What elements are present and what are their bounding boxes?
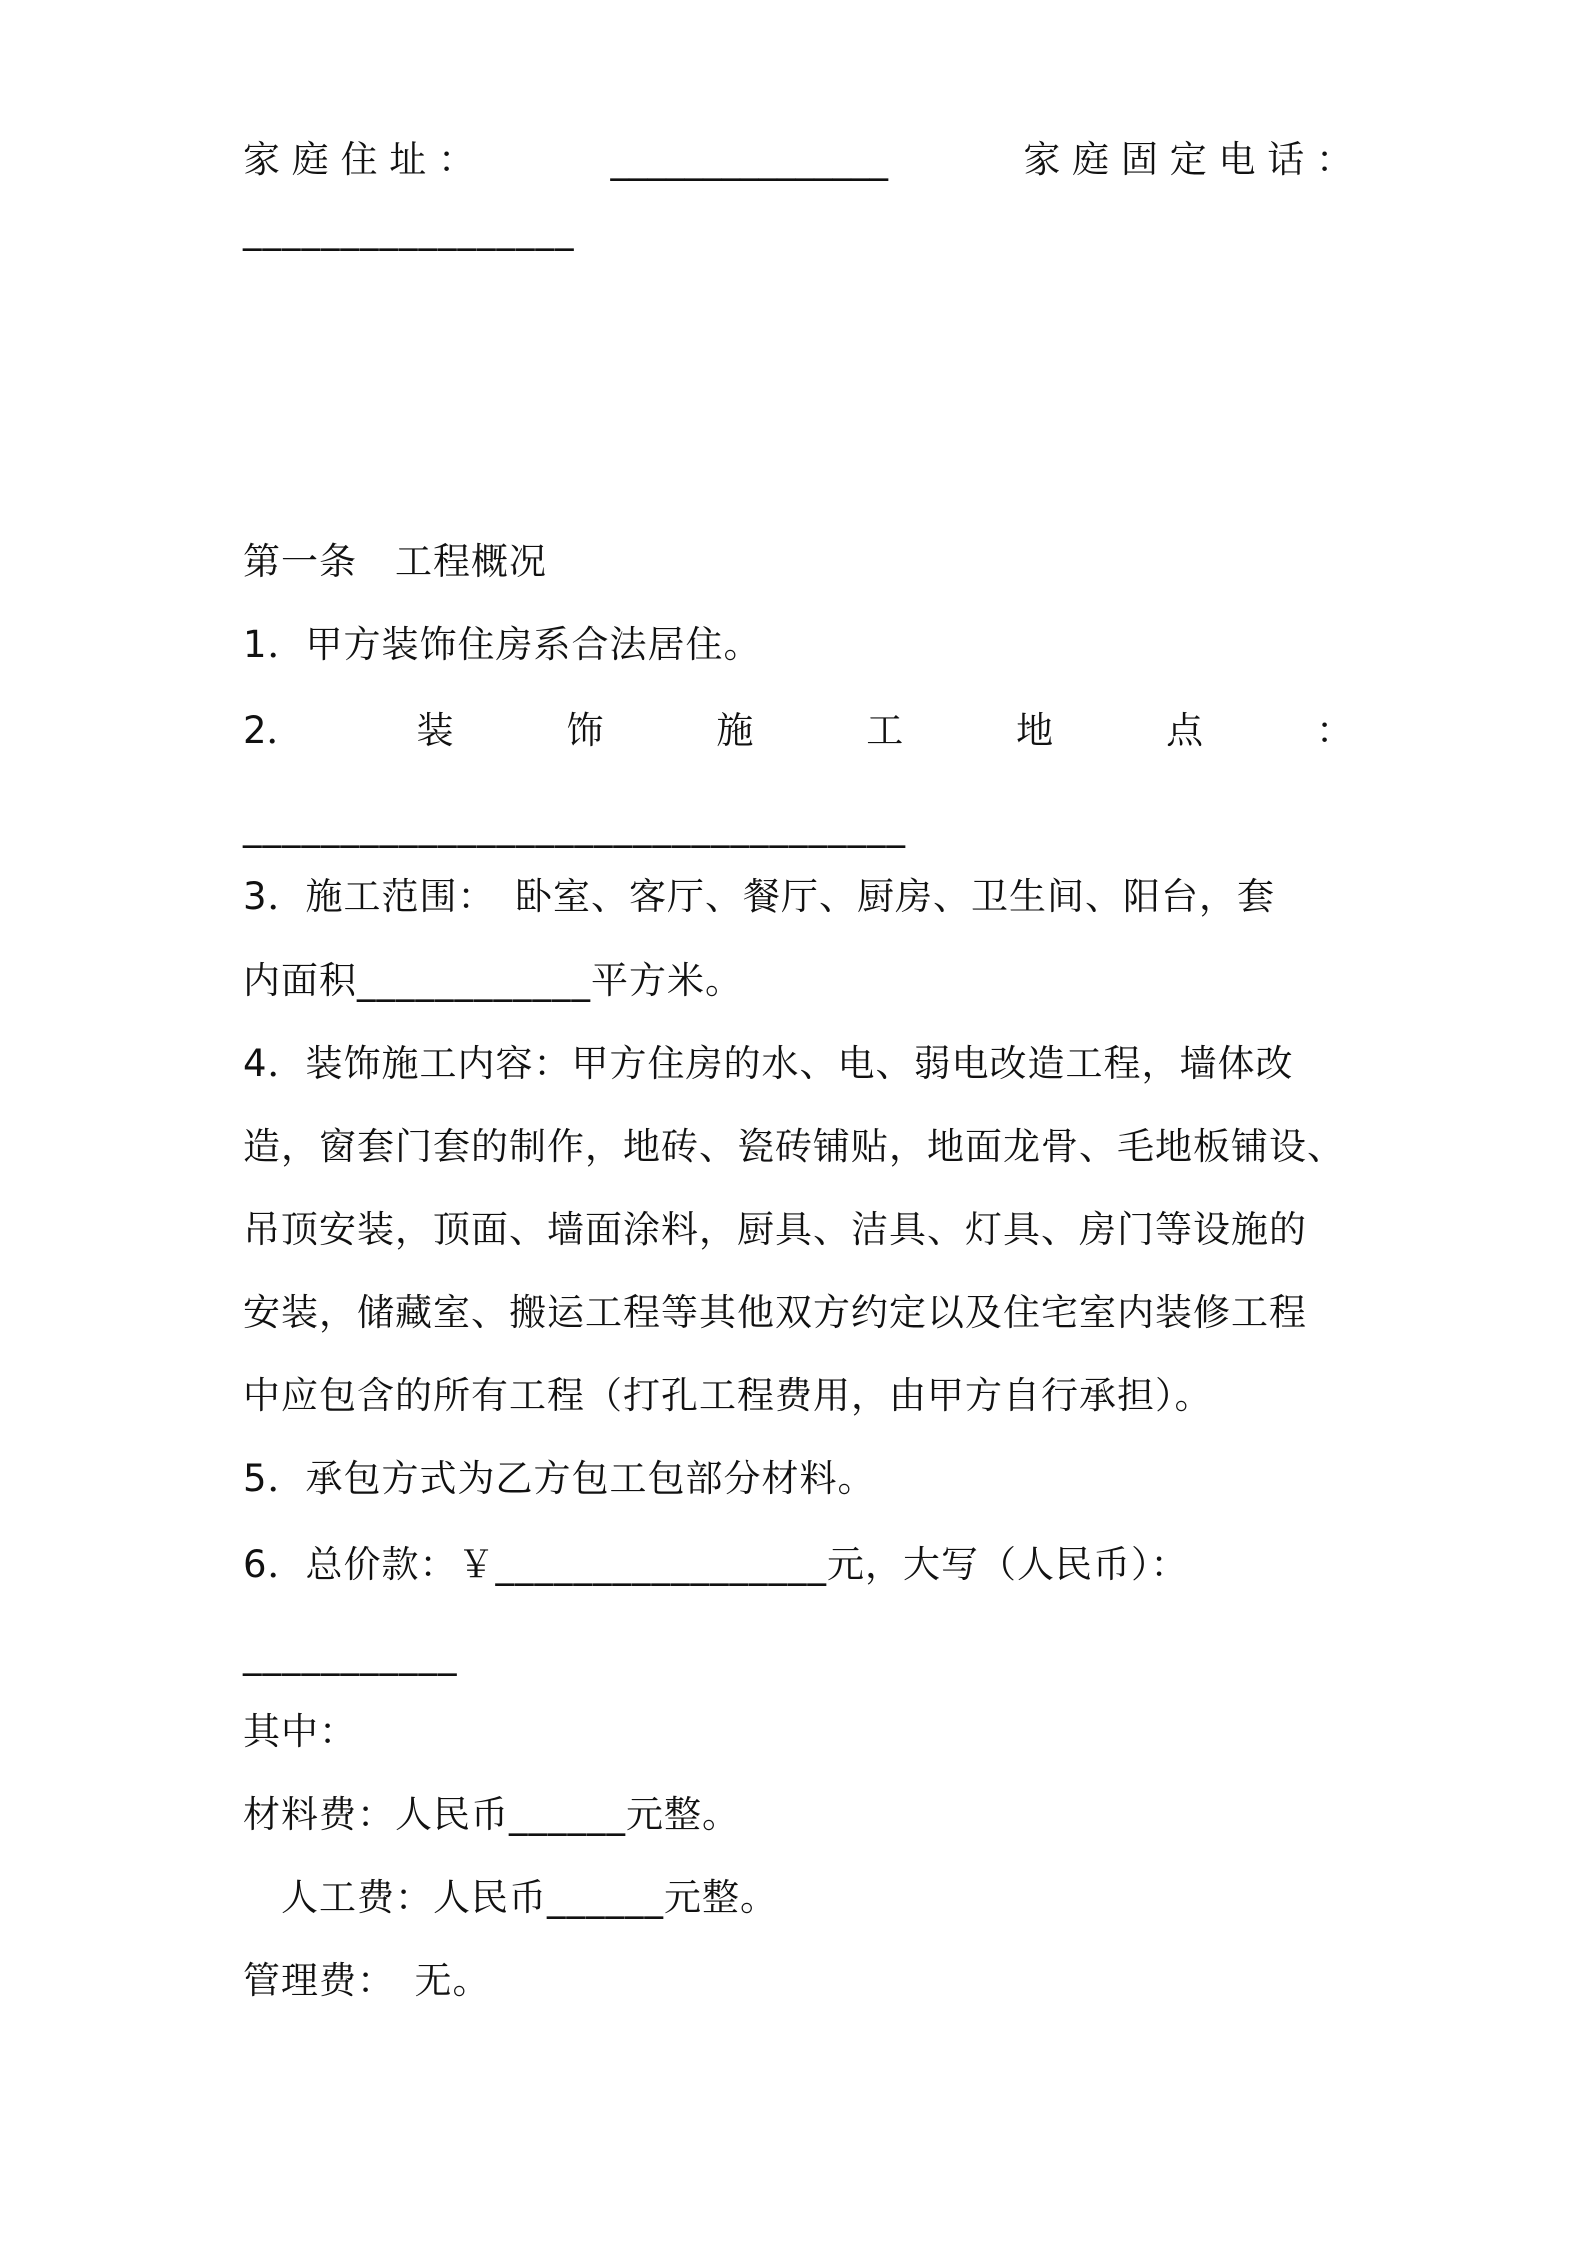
item-2-char: 施: [716, 709, 754, 752]
construction-site-blank: __________________________________: [243, 805, 906, 848]
address-phone-row: [243, 135, 1353, 185]
item-2-char: ：: [1316, 709, 1353, 752]
among-label: 其中：: [243, 1710, 357, 1753]
home-address-label: 家 庭 住 址 ：: [243, 138, 476, 181]
item-1: 1．甲方装饰住房系合法居住。: [243, 623, 762, 666]
item-3-line-2: 内面积____________平方米。: [243, 959, 743, 1002]
item-2: [243, 706, 1353, 756]
item-2-number: 2．: [243, 709, 304, 752]
item-2-char: 装: [416, 709, 454, 752]
item-4-line-2: 造，窗套门套的制作，地砖、瓷砖铺贴，地面龙骨、毛地板铺设、: [243, 1125, 1345, 1168]
item-4-line-5: 中应包含的所有工程（打孔工程费用，由甲方自行承担）。: [243, 1374, 1213, 1417]
item-4-line-4: 安装，储藏室、搬运工程等其他双方约定以及住宅室内装修工程: [243, 1291, 1307, 1334]
item-5: 5．承包方式为乙方包工包部分材料。: [243, 1457, 876, 1500]
home-phone-label: 家 庭 固 定 电 话 ：: [1023, 138, 1353, 181]
item-6-line-1: 6．总价款：￥_________________元，大写（人民币）：: [243, 1543, 1189, 1586]
labor-fee: 人工费：人民币______元整。: [243, 1876, 778, 1919]
home-phone-blank: _________________: [243, 208, 575, 251]
item-2-char: 点: [1166, 709, 1204, 752]
section-title: 第一条 工程概况: [243, 540, 547, 583]
item-4-line-1: 4．装饰施工内容：甲方住房的水、电、弱电改造工程，墙体改: [243, 1042, 1294, 1085]
item-2-char: 饰: [566, 709, 604, 752]
item-6-line-2: ___________: [243, 1633, 458, 1676]
item-2-char: 工: [866, 709, 904, 752]
item-2-char: 地: [1016, 709, 1054, 752]
management-fee: 管理费： 无。: [243, 1959, 491, 2002]
item-3-line-1: 3．施工范围： 卧室、客厅、餐厅、厨房、卫生间、阳台，套: [243, 875, 1276, 918]
item-4-line-3: 吊顶安装，顶面、墙面涂料，厨具、洁具、灯具、房门等设施的: [243, 1208, 1307, 1251]
home-address-blank: _______________: [610, 138, 888, 181]
material-fee: 材料费：人民币______元整。: [243, 1793, 740, 1836]
